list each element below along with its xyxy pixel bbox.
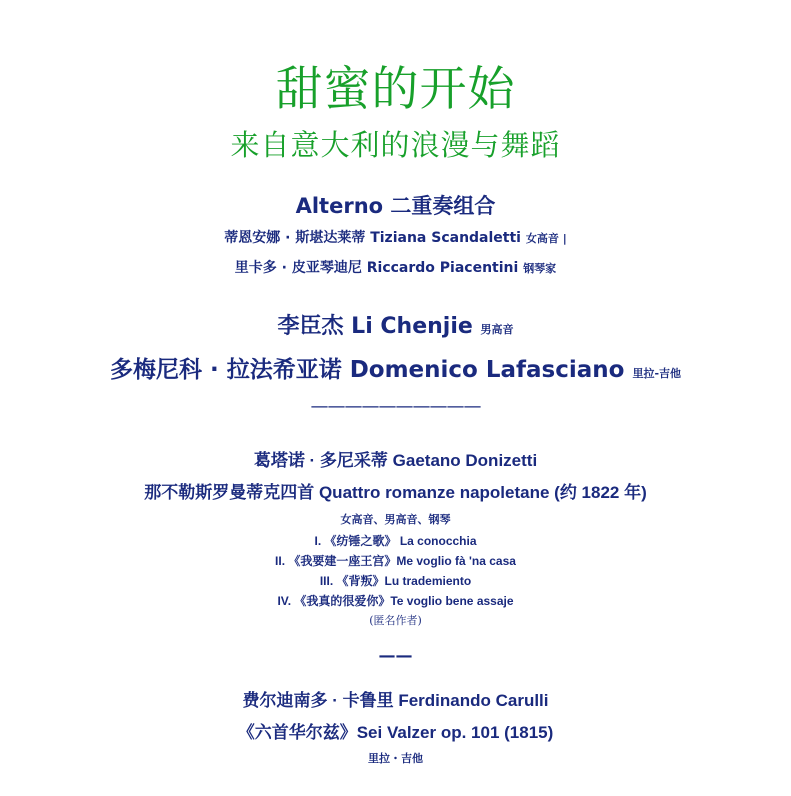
- movement-item: I. 《纺锤之歌》 La conocchia: [314, 534, 477, 548]
- member-role: 钢琴家: [523, 262, 557, 275]
- ensemble-member-2: [0, 261, 791, 275]
- work-title: 《六首华尔兹》Sei Valzer op. 101 (1815): [237, 723, 554, 742]
- composer-heading: 费尔迪南多 · 卡鲁里 Ferdinando Carulli: [242, 691, 549, 710]
- concert-subtitle: 来自意大利的浪漫与舞蹈: [230, 128, 561, 162]
- short-divider: ——: [378, 646, 413, 666]
- guest-name: 多梅尼科 · 拉法希亚诺 Domenico Lafasciano: [109, 357, 625, 383]
- movement-item: III. 《背叛》Lu trademiento: [319, 574, 472, 588]
- guest-role: 里拉-吉他: [632, 367, 682, 380]
- work-title: 那不勒斯罗曼蒂克四首 Quattro romanze napoletane (约 1822 年): [144, 483, 647, 502]
- movement-item: II. 《我要建一座王宫》Me voglio fà 'na casa: [275, 554, 516, 568]
- composer-heading: 葛塔诺 · 多尼采蒂 Gaetano Donizetti: [253, 451, 538, 470]
- member-role: 女高音 |: [525, 232, 567, 245]
- concert-title: 甜蜜的开始: [275, 62, 516, 117]
- section-divider: ——————————: [310, 396, 481, 417]
- guest-role: 男高音: [480, 323, 514, 336]
- ensemble-name: Alterno 二重奏组合: [295, 194, 496, 218]
- member-name: 蒂恩安娜 · 斯堪达莱蒂 Tiziana Scandaletti: [224, 230, 521, 246]
- instrumentation: 女高音、男高音、钢琴: [340, 513, 451, 526]
- instrumentation: 里拉・吉他: [368, 752, 423, 765]
- member-name: 里卡多 · 皮亚琴迪尼 Riccardo Piacentini: [234, 260, 519, 276]
- author-note: (匿名作者): [369, 614, 422, 627]
- guest-2: [0, 359, 791, 382]
- movement-item: IV. 《我真的很爱你》Te voglio bene assaje: [277, 594, 514, 608]
- guest-name: 李臣杰 Li Chenjie: [277, 314, 473, 339]
- guest-1: [0, 316, 791, 338]
- ensemble-member-1: [0, 231, 791, 245]
